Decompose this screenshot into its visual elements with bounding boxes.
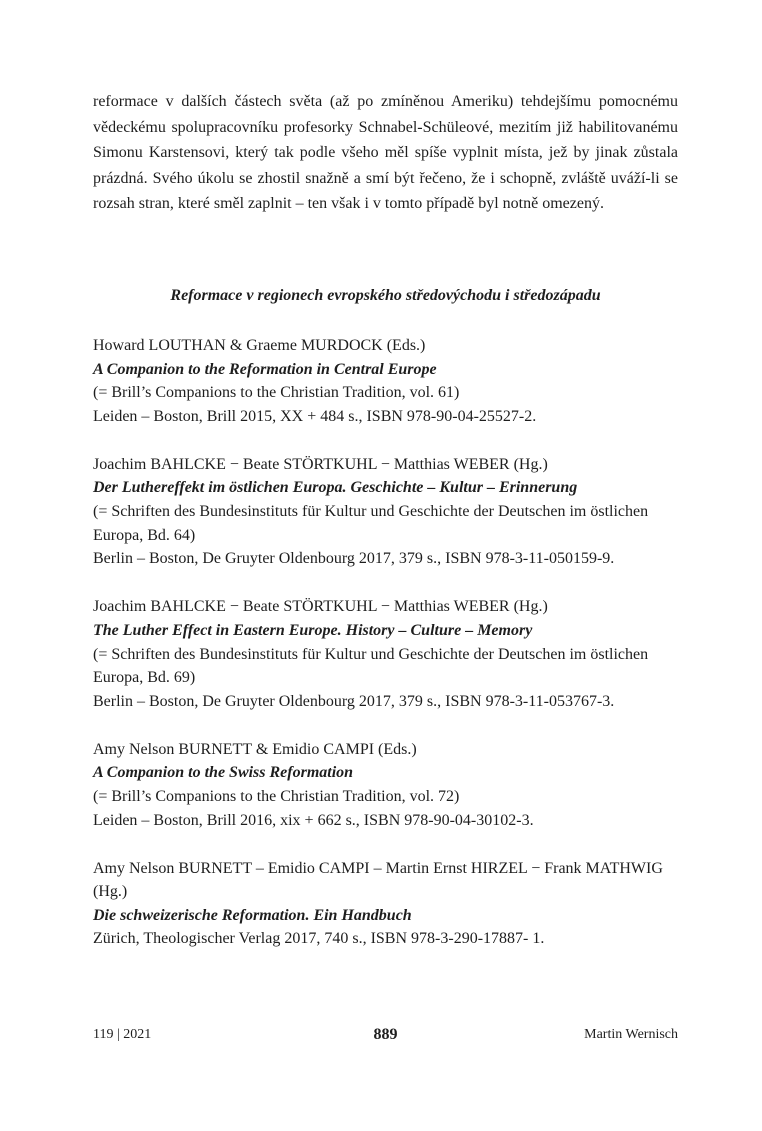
entry-authors: Joachim BAHLCKE − Beate STÖRTKUHL − Matthias WEBER (Hg.) bbox=[93, 455, 548, 473]
entry-title: Der Luthereffekt im östlichen Europa. Geschichte – Kultur – Erinnerung bbox=[93, 479, 578, 497]
bibliography-entry bbox=[93, 857, 678, 951]
entry-authors: Amy Nelson BURNETT – Emidio CAMPI – Martin Ernst HIRZEL − Frank MATHWIG (Hg.) bbox=[93, 859, 663, 901]
entry-title: The Luther Effect in Eastern Europe. History – Culture – Memory bbox=[93, 621, 533, 639]
bibliography-entry bbox=[93, 595, 678, 713]
entry-publication: Leiden – Boston, Brill 2016, xix + 662 s., ISBN 978-90-04-30102-3. bbox=[93, 811, 534, 829]
entry-title: A Companion to the Swiss Reformation bbox=[93, 764, 354, 782]
entry-title: A Companion to the Reformation in Central Europe bbox=[93, 360, 437, 378]
entry-authors: Amy Nelson BURNETT & Emidio CAMPI (Eds.) bbox=[93, 740, 417, 758]
entry-series: (= Brill’s Companions to the Christian Tradition, vol. 61) bbox=[93, 384, 460, 402]
entry-series: (= Brill’s Companions to the Christian Tradition, vol. 72) bbox=[93, 788, 460, 805]
running-author: Martin Wernisch bbox=[584, 1027, 678, 1042]
entry-publication: Zürich, Theologischer Verlag 2017, 740 s., ISBN 978-3-290-17887- 1. bbox=[93, 930, 545, 948]
entry-authors: Howard LOUTHAN & Graeme MURDOCK (Eds.) bbox=[93, 337, 426, 354]
entry-publication: Leiden – Boston, Brill 2015, XX + 484 s., ISBN 978-90-04-25527-2. bbox=[93, 407, 537, 425]
page-footer bbox=[93, 1023, 678, 1047]
entry-title: Die schweizerische Reformation. Ein Handbuch bbox=[93, 906, 412, 924]
bibliography-entry bbox=[93, 334, 678, 428]
entry-series: (= Schriften des Bundesinstituts für Kultur und Geschichte der Deutschen im östlichen Europa, Bd. 69) bbox=[93, 645, 649, 687]
bibliography-list bbox=[93, 334, 678, 976]
issue-label: 119 | 2021 bbox=[93, 1027, 152, 1042]
intro-text bbox=[93, 89, 678, 217]
entry-series: (= Schriften des Bundesinstituts für Kultur und Geschichte der Deutschen im östlichen Europa, Bd. 64) bbox=[93, 503, 649, 544]
intro-paragraph: reformace v dalších částech světa (až po zmíněnou Ameriku) tehdejšímu pomocnému vědeckému spolupracovníku profesorky Schnabel-Schüleové, mezitím již habilitovanému Simonu Karstensovi, který tak podle všeho měl spíše vyplnit místa, jež by jinak zůstala prázdná. Svého úkolu se zhostil snažně a smí být řečeno, že i schopně, zvláště uváží-li se rozsah stran, které směl zaplnit – ten však i v tomto případě byl notně omezený. bbox=[93, 93, 678, 212]
bibliography-entry bbox=[93, 738, 678, 832]
entry-publication: Berlin – Boston, De Gruyter Oldenbourg 2017, 379 s., ISBN 978-3-11-050159-9. bbox=[93, 550, 615, 568]
entry-authors: Joachim BAHLCKE − Beate STÖRTKUHL − Matthias WEBER (Hg.) bbox=[93, 598, 548, 616]
bibliography-entry bbox=[93, 453, 678, 571]
entry-publication: Berlin – Boston, De Gruyter Oldenbourg 2017, 379 s., ISBN 978-3-11-053767-3. bbox=[93, 692, 615, 710]
page-number: 889 bbox=[373, 1026, 398, 1043]
section-heading: Reformace v regionech evropského středovýchodu i středozápadu bbox=[170, 287, 601, 304]
